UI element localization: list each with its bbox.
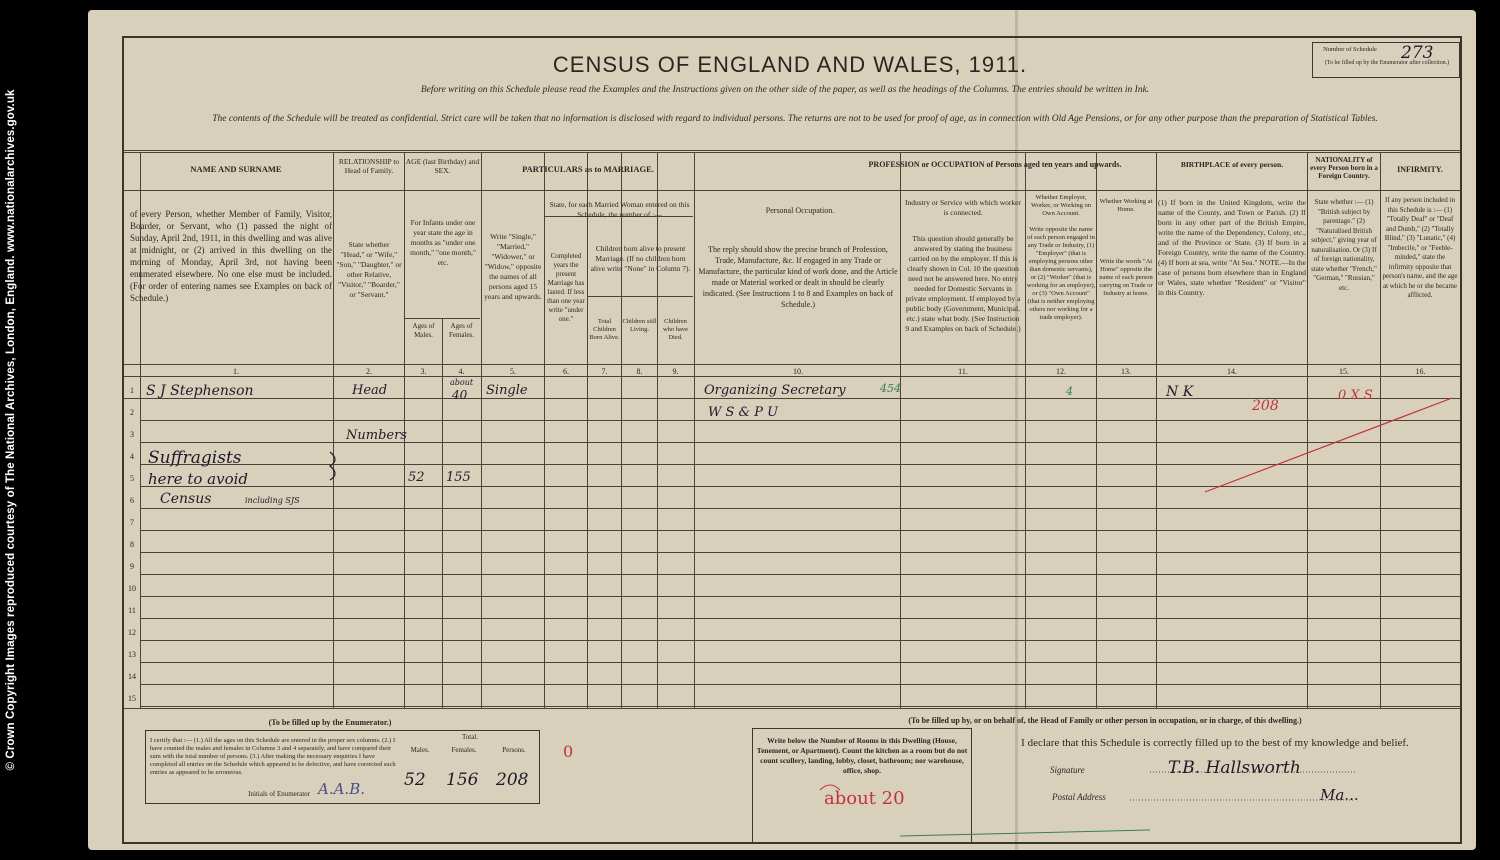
col9-sub: Children who have Died. xyxy=(662,318,689,341)
confidential-notice: The contents of the Schedule will be treated as confidential. Strict care will be taken that no information is disclosed with regard to individual persons. The returns are not to be used for proof of age, as in connection with Old Age Pensions, or for any other purpose than the preparation of Statistical Tables. xyxy=(212,114,1378,124)
enumerator-zero: 0 xyxy=(563,742,574,761)
entry-relationship-row3: Numbers xyxy=(346,428,407,443)
col7-sub: Total Children Born Alive. xyxy=(589,318,620,341)
col-num-5: 5. xyxy=(510,367,516,376)
col11-desc: This question should generally be answered by stating the business carried on by the employer. If this is clearly shown in Col. 10 the question need not be answered here. No entry needed for Domestic Servants in private employment. If employed by a public body (Government, Municipal, etc.) state what body. (See Instruction 9 and Examples on back of Schedule.) xyxy=(905,234,1021,333)
col-num-13: 13. xyxy=(1121,367,1131,376)
entry-note-row6: including SJS xyxy=(245,496,300,505)
col15-title: NATIONALITY of every Person born in a Foreign Country. xyxy=(1310,156,1378,180)
total-males-label: Males. xyxy=(410,746,430,754)
row-number: 12 xyxy=(128,628,136,637)
schedule-label: Number of Schedule xyxy=(1323,46,1377,53)
entry-code-row1: 454 xyxy=(880,382,901,395)
signature-label: Signature xyxy=(1050,765,1085,775)
col-num-10: 10. xyxy=(793,367,803,376)
col3-sub-females: Ages of Females. xyxy=(448,322,475,339)
row-number: 1 xyxy=(130,386,134,395)
total-females-value: 156 xyxy=(446,770,479,790)
col-num-12: 12. xyxy=(1056,367,1066,376)
schedule-note: (To be filled up by the Enumerator after collection.) xyxy=(1324,60,1450,66)
row-number: 10 xyxy=(128,584,136,593)
entry-age-female-row5: 155 xyxy=(446,470,471,485)
col11-title: Industry or Service with which worker is connected. xyxy=(904,198,1021,217)
entry-employer-row1: 4 xyxy=(1066,385,1073,398)
entry-name-row1: S J Stephenson xyxy=(146,383,254,399)
enumerator-heading: (To be filled up by the Enumerator.) xyxy=(268,718,392,727)
head-heading: (To be filled up by, or on behalf of, the Head of Family or other person in occupation, or in charge, of this dwelling.) xyxy=(908,716,1302,725)
col1-desc: of every Person, whether Member of Family, Visitor, Boarder, or Servant, who (1) passed the night of Sunday, April 2nd, 1911, in this dwelling and was alive at midnight, or (2) arrived in this dwelling on the morning of Monday, April 3rd, not having been enumerated elsewhere. No one else must be included. (For order of entering names see Examples on back of Schedule.) xyxy=(130,209,332,303)
col2-desc: State whether "Head," or "Wife," "Son," "Daughter," or other Relative, "Visitor," "Boarder," or "Servant." xyxy=(336,240,402,299)
col13-title: Whether Working at Home. xyxy=(1099,198,1153,213)
col-num-6: 6. xyxy=(563,367,569,376)
postal-address-label: Postal Address xyxy=(1052,792,1106,802)
col10-desc: The reply should show the precise branch of Profession, Trade, Manufacture, &c. If engaged in any Trade or Manufacture, the particular kind of work done, and the Article made or Material worked or dealt in should be clearly indicated. (See Instructions 1 to 8 and Examples on back of Schedule.) xyxy=(698,245,898,309)
col14-title: BIRTHPLACE of every person. xyxy=(1180,160,1284,169)
entry-code3-row1: 0 X S xyxy=(1338,388,1373,403)
col6-desc: Completed years the present Marriage has lasted. If less than one year write "under one." xyxy=(547,252,585,323)
rooms-text: Write below the Number of Rooms in this Dwelling (House, Tenement, or Apartment). Count the kitchen as a room but do not count scullery, landing, lobby, closet, bathroom; nor warehouse, office, shop. xyxy=(756,736,968,775)
col-num-9: 9. xyxy=(672,367,679,376)
col2-title: RELATIONSHIP to Head of Family. xyxy=(338,157,400,175)
schedule-number: 273 xyxy=(1401,43,1434,63)
row-number: 7 xyxy=(130,518,134,527)
signature: T.B. Hallsworth xyxy=(1168,758,1301,778)
form-intro: Before writing on this Schedule please read the Examples and the Instructions given on the other side of the paper, as well as the headings of the Columns. The entries should be written in Ink. xyxy=(420,85,1150,95)
entry-name-row5: here to avoid xyxy=(148,470,249,488)
row-number: 2 xyxy=(130,408,134,417)
total-females-label: Females. xyxy=(451,746,477,754)
rooms-value: about 20 xyxy=(824,788,905,809)
col3-desc: For Infants under one year state the age in months as "under one month," "one month," etc. xyxy=(410,218,476,267)
postal-address: Ma... xyxy=(1320,786,1359,804)
enumerator-initials: A.A.B. xyxy=(318,780,365,798)
entry-code2-row1: 208 xyxy=(1252,398,1279,414)
col5-title: PARTICULARS as to MARRIAGE. xyxy=(522,164,654,174)
col-num-4: 4. xyxy=(458,367,465,376)
row-number: 9 xyxy=(130,562,134,571)
col6-title: State, for each Married Woman entered on this Schedule, the number of :— xyxy=(549,200,690,219)
col8-sub: Children still Living. xyxy=(622,318,657,333)
form-title: CENSUS OF ENGLAND AND WALES, 1911. xyxy=(552,52,1028,77)
copyright-text: © Crown Copyright Images reproduced courtesy of The National Archives, London, England. www.nationalarchives.gov.uk xyxy=(5,89,17,771)
entry-age-male-row5: 52 xyxy=(408,470,425,485)
col-num-1: 1. xyxy=(233,367,239,376)
col15-desc: State whether :— (1) "British subject by parentage." (2) "Naturalised British subject," giving year of naturalisation. Or (3) If of foreign nationality, state whether "French," "German," "Russian," etc. xyxy=(1311,198,1377,292)
col-num-16: 16. xyxy=(1415,367,1426,376)
red-x-mark xyxy=(820,785,840,790)
col16-desc: If any person included in this Schedule is :— (1) "Totally Deaf" or "Deaf and Dumb," (2) "Totally Blind," (3) "Lunatic," (4) "Imbecile," or "Feeble-minded," state the infirmity opposite that person's name, and the age at which he or she became afflicted. xyxy=(1382,196,1458,299)
col-num-14: 14. xyxy=(1227,367,1237,376)
green-line xyxy=(900,830,1150,836)
declaration-text: I declare that this Schedule is correctly filled up to the best of my knowledge and belief. xyxy=(1021,737,1409,749)
row-number: 6 xyxy=(130,496,134,505)
col10-sub: Personal Occupation. xyxy=(765,206,835,215)
entry-occupation2-row1: W S & P U xyxy=(708,405,779,420)
col-num-3: 3. xyxy=(420,367,427,376)
entry-marriage-row1: Single xyxy=(486,383,528,398)
col12-title: Whether Employer, Worker, or Working on Own Account. xyxy=(1031,194,1091,217)
row-number: 11 xyxy=(128,606,136,615)
total-males-value: 52 xyxy=(404,770,426,790)
bracket-mark xyxy=(330,452,335,480)
entry-occupation-row1: Organizing Secretary xyxy=(704,383,846,398)
row-number: 14 xyxy=(128,672,136,681)
row-number: 13 xyxy=(128,650,136,659)
col5-desc: Write "Single," "Married," "Widower," or "Widow," opposite the names of all persons aged 15 years and upwards. xyxy=(484,232,542,301)
row-number: 4 xyxy=(130,452,134,461)
row-number: 8 xyxy=(130,540,134,549)
entry-age-female-row1: 40 xyxy=(452,388,468,402)
row-number: 5 xyxy=(130,474,134,483)
col10-title: PROFESSION or OCCUPATION of Persons aged ten years and upwards. xyxy=(868,160,1122,169)
row-number: 15 xyxy=(128,694,136,703)
row-number: 3 xyxy=(130,430,134,439)
col14-desc: (1) If born in the United Kingdom, write the name of the County, and Town or Parish. (2) If born in any other part of the British Empire, write the name of the Dependency, Colony, etc., and of the Province or State. (3) If born in a Foreign Country, write the name of the Country. (4) If born at sea, write "At Sea." NOTE.—In the case of persons born elsewhere than in England or Wales, state whether "Resident" or "Visitor" in this Country. xyxy=(1158,198,1306,297)
col-num-7: 7. xyxy=(601,367,608,376)
total-persons-value: 208 xyxy=(496,770,529,790)
enumerator-certify: I certify that :— (1.) All the ages on this Schedule are entered in the proper sex columns. (2.) I have counted the males and females in Columns 3 and 4 separately, and have compared their sum with the total number of persons. (3.) After making the necessary enquiries I have completed all entries on the Schedule which appeared to be defective, and have corrected such entries as appeared to be erroneous. xyxy=(150,737,396,776)
entry-name-row4: Suffragists xyxy=(148,448,242,468)
col-num-15: 15. xyxy=(1339,367,1349,376)
col3-title: AGE (last Birthday) and SEX. xyxy=(405,157,480,175)
col12-desc: Write opposite the name of each person engaged in any Trade or Industry, (1) "Employer" (that is employing persons other than domestic servants), or (2) "Worker" (that is working for an employer), or (3) "Own Account" (that is neither employing others nor working for a trade employer). xyxy=(1026,226,1096,321)
entry-birthplace-row1: N K xyxy=(1166,384,1194,400)
entry-relationship-row1: Head xyxy=(352,383,388,398)
entry-age-note-row1: about xyxy=(450,378,474,387)
entry-name-row6: Census xyxy=(160,491,212,507)
col7-desc: Children born alive to present Marriage. (If no children born alive write "None" in Column 7). xyxy=(590,244,691,273)
col13-desc: Write the words "At Home" opposite the name of each person carrying on Trade or Industry at home. xyxy=(1099,258,1153,297)
col-num-11: 11. xyxy=(958,367,968,376)
col16-title: INFIRMITY. xyxy=(1397,165,1443,174)
col1-title: NAME AND SURNAME xyxy=(190,164,282,174)
total-persons-label: Persons. xyxy=(502,746,526,754)
col-num-2: 2. xyxy=(366,367,372,376)
col-num-8: 8. xyxy=(636,367,643,376)
total-label: Total. xyxy=(461,733,479,741)
red-strike-line xyxy=(1205,398,1452,492)
enumerator-initials-label: Initials of Enumerator xyxy=(248,790,310,798)
col3-sub-males: Ages of Males. xyxy=(412,322,435,339)
